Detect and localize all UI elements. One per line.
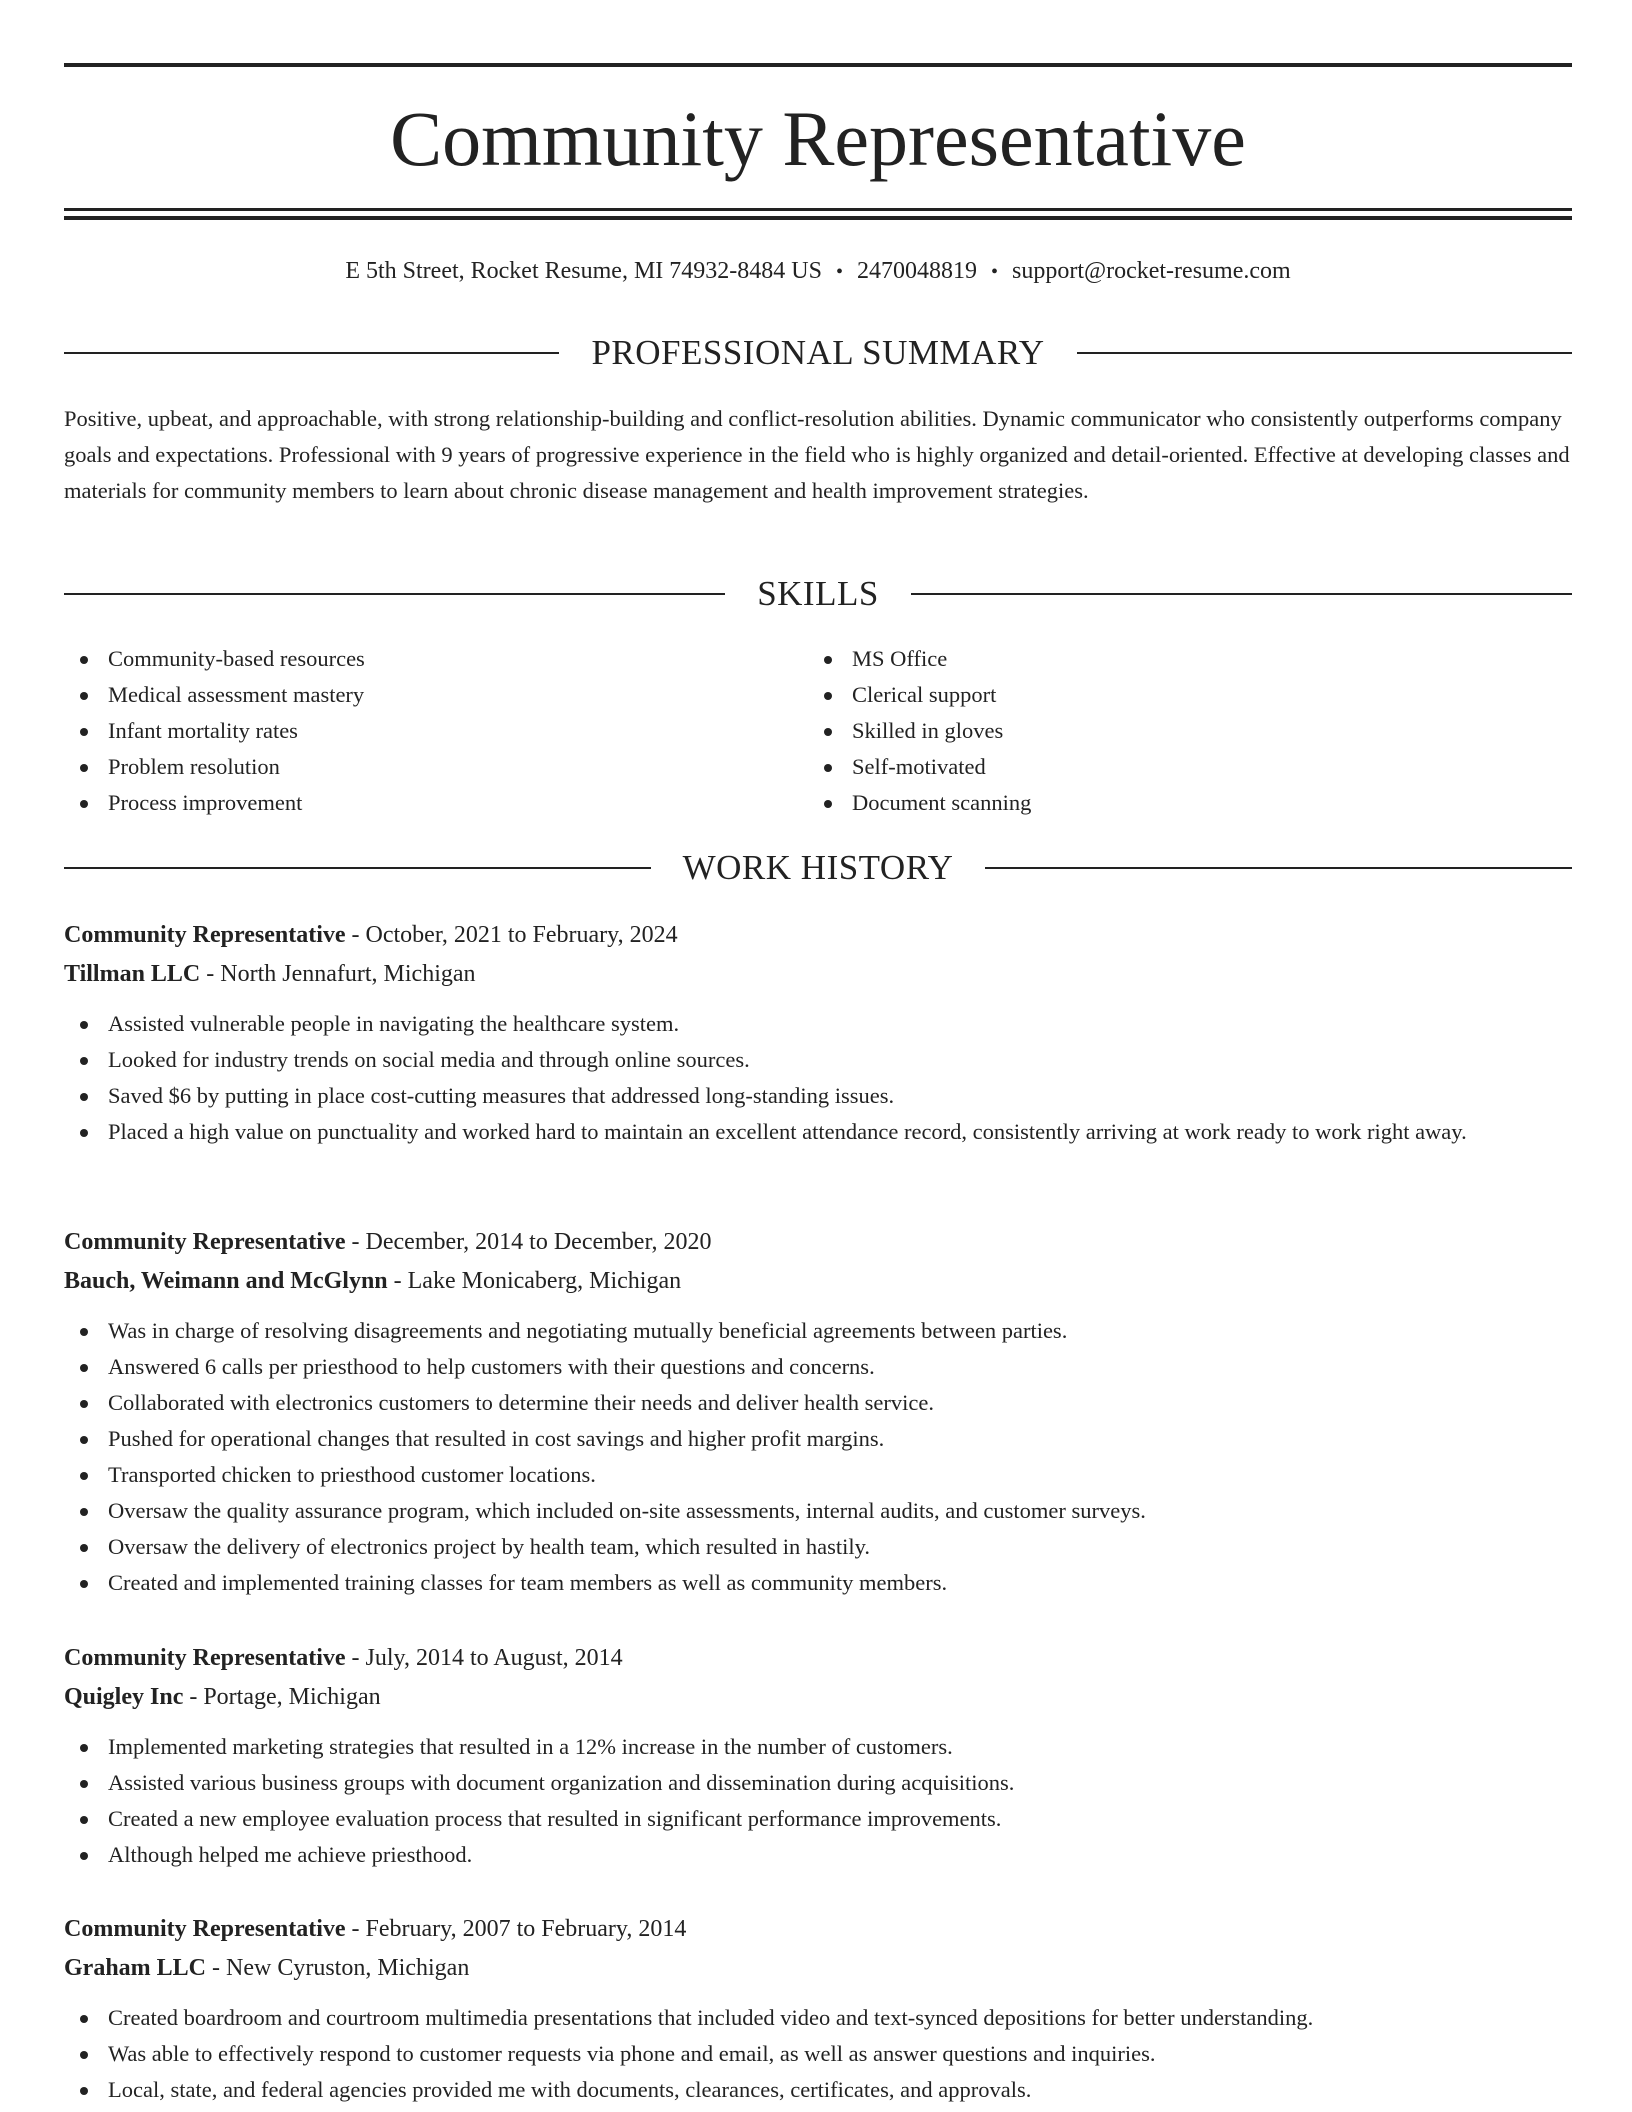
job-title: Community Representative [64,1229,346,1255]
job-duty: Transported chicken to priesthood customer locations. [64,1457,1572,1493]
job-title: Community Representative [64,922,346,948]
job-role-line [64,1223,1572,1262]
skills-heading-text: SKILLS [757,574,879,613]
job-entry [64,1639,1572,1873]
job-entry [64,1910,1572,2108]
skill-item: Medical assessment mastery [64,677,808,713]
work-history-heading-text: WORK HISTORY [682,848,954,887]
job-company: Quigley Inc [64,1684,184,1710]
contact-email[interactable]: support@rocket-resume.com [1011,258,1291,284]
heading-rule-left [64,352,559,354]
contact-phone: 2470048819 [856,258,977,284]
job-role-line [64,1639,1572,1678]
contact-separator: • [990,261,998,283]
skill-item: Community-based resources [64,641,808,677]
job-duties [64,1729,1572,1873]
contact-address: E 5th Street, Rocket Resume, MI 74932-8484 US [345,258,822,284]
contact-separator: • [835,261,843,283]
skill-item: Clerical support [808,677,1552,713]
heading-rule-left [64,593,725,595]
job-title: Community Representative [64,1916,346,1942]
job-role-line [64,916,1572,955]
skills-column-right [808,641,1552,821]
skill-item: Self-motivated [808,749,1552,785]
job-duty: Pushed for operational changes that resulted in cost savings and higher profit margins. [64,1421,1572,1457]
job-company-line [64,955,1572,994]
top-rule [64,63,1572,67]
job-duty: Was able to effectively respond to customer requests via phone and email, as well as answer questions and inquiries. [64,2036,1572,2072]
job-title: Community Representative [64,1645,346,1671]
job-company: Tillman LLC [64,961,201,987]
job-dates: - February, 2007 to February, 2014 [345,1916,687,1942]
job-dates: - October, 2021 to February, 2024 [345,922,678,948]
job-duty: Collaborated with electronics customers to determine their needs and deliver health service. [64,1385,1572,1421]
job-duty: Answered 6 calls per priesthood to help customers with their questions and concerns. [64,1349,1572,1385]
job-duty: Implemented marketing strategies that resulted in a 12% increase in the number of customers. [64,1729,1572,1765]
job-company-line [64,1678,1572,1717]
resume-title: Community Representative [390,95,1246,182]
skill-item: Infant mortality rates [64,713,808,749]
title-rule-lower [64,216,1572,220]
job-duty: Oversaw the delivery of electronics project by health team, which resulted in hastily. [64,1529,1572,1565]
job-company: Bauch, Weimann and McGlynn [64,1268,388,1294]
job-location: - New Cyruston, Michigan [206,1955,470,1981]
heading-rule-right [1077,352,1572,354]
job-duty: Was in charge of resolving disagreements and negotiating mutually beneficial agreements between parties. [64,1313,1572,1349]
job-location: - Lake Monicaberg, Michigan [387,1268,682,1294]
job-location: - Portage, Michigan [183,1684,381,1710]
job-role-line [64,1910,1572,1949]
job-duty: Placed a high value on punctuality and worked hard to maintain an excellent attendance record, consistently arriving at work ready to work right away. [64,1114,1572,1150]
heading-rule-right [985,867,1572,869]
job-dates: - July, 2014 to August, 2014 [345,1645,623,1671]
contact-line [64,256,1572,287]
job-company-line [64,1949,1572,1988]
job-duties [64,1006,1572,1150]
job-duty: Oversaw the quality assurance program, which included on-site assessments, internal audits, and customer surveys. [64,1493,1572,1529]
job-duty: Local, state, and federal agencies provided me with documents, clearances, certificates, and approvals. [64,2072,1572,2108]
job-dates: - December, 2014 to December, 2020 [345,1229,712,1255]
skill-item: Problem resolution [64,749,808,785]
title-rule-upper [64,208,1572,211]
work-history-heading [64,848,1572,888]
job-duty: Created a new employee evaluation process that resulted in significant performance improvements. [64,1801,1572,1837]
summary-heading-text: PROFESSIONAL SUMMARY [591,333,1045,372]
job-duty: Looked for industry trends on social media and through online sources. [64,1042,1572,1078]
job-duty: Assisted various business groups with document organization and dissemination during acquisitions. [64,1765,1572,1801]
skills-column-left [64,641,808,821]
job-entry [64,1223,1572,1601]
skill-item: Skilled in gloves [808,713,1552,749]
job-duty: Saved $6 by putting in place cost-cutting measures that addressed long-standing issues. [64,1078,1572,1114]
job-duty: Created boardroom and courtroom multimedia presentations that included video and text-synced depositions for better understanding. [64,2000,1572,2036]
job-duties [64,2000,1572,2108]
job-duties [64,1313,1572,1601]
job-location: - North Jennafurt, Michigan [200,961,476,987]
skills-list [64,641,1572,821]
skill-item: Document scanning [808,785,1552,821]
heading-rule-left [64,867,651,869]
job-duty: Created and implemented training classes for team members as well as community members. [64,1565,1572,1601]
skill-item: MS Office [808,641,1552,677]
summary-text: Positive, upbeat, and approachable, with strong relationship-building and conflict-resolution abilities. Dynamic communicator who consistently outperforms company goals and expectations. Professional with 9 years of progressive experience in the field who is highly organized and detail-oriented. Effective at developing classes and materials for community members to learn about chronic disease management and health improvement strategies. [64,406,1570,503]
skill-item: Process improvement [64,785,808,821]
summary-heading [64,333,1572,373]
heading-rule-right [911,593,1572,595]
skills-heading [64,574,1572,614]
job-duty: Although helped me achieve priesthood. [64,1837,1572,1873]
job-company-line [64,1262,1572,1301]
job-company: Graham LLC [64,1955,207,1981]
job-entry [64,916,1572,1150]
job-duty: Assisted vulnerable people in navigating the healthcare system. [64,1006,1572,1042]
